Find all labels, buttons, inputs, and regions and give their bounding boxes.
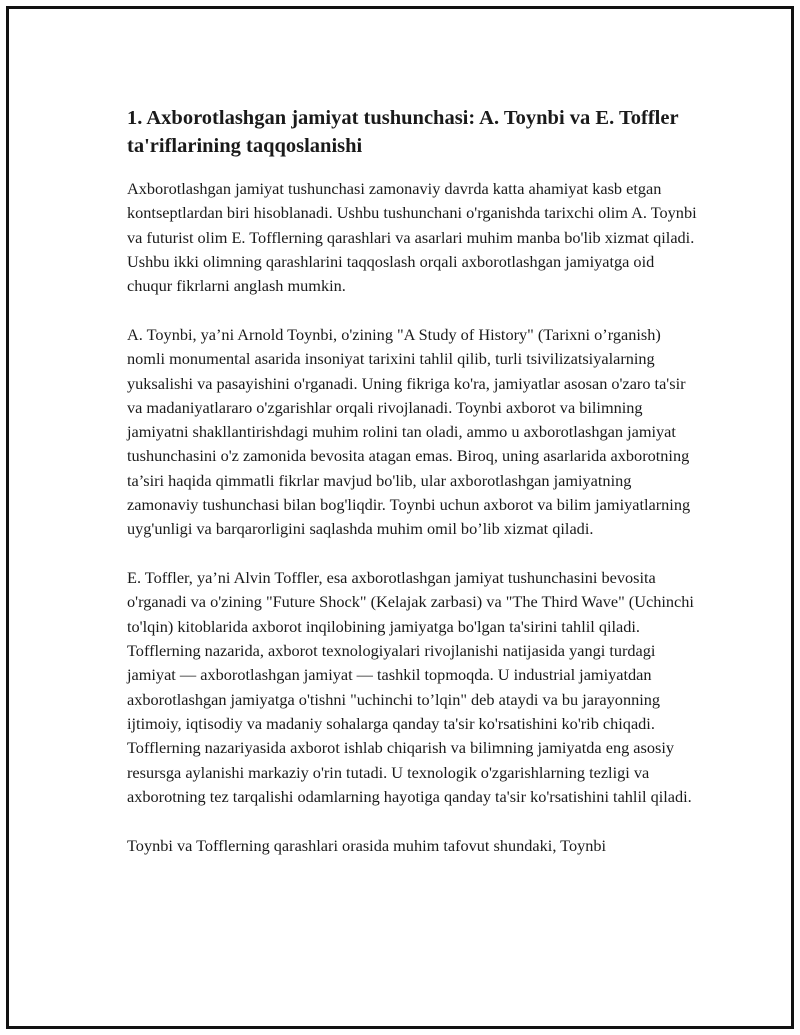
paragraph-intro: Axborotlashgan jamiyat tushunchasi zamonaviy davrda katta ahamiyat kasb etgan kontseptlardan biri hisoblanadi. Ushbu tushunchani o'rganishda tarixchi olim A. Toynbi va futurist olim E. Tofflerning qarashlari va asarlari muhim manba bo'lib xizmat qiladi. Ushbu ikki olimning qarashlarini taqqoslash orqali axborotlashgan jamiyatga oid chuqur fikrlarni anglash mumkin. bbox=[127, 179, 697, 296]
document-body bbox=[127, 104, 697, 882]
section-heading: 1. Axborotlashgan jamiyat tushunchasi: A. Toynbi va E. Toffler ta'riflarining taqqoslanishi bbox=[127, 107, 679, 157]
page-frame bbox=[6, 6, 794, 1029]
paragraph-toffler: E. Toffler, ya’ni Alvin Toffler, esa axborotlashgan jamiyat tushunchasini bevosita o'rganadi va o'zining "Future Shock" (Kelajak zarbasi) va "The Third Wave" (Uchinchi to'lqin) kitoblarida axborot inqilobining jamiyatga bo'lgan ta'sirini tahlil qiladi. Tofflerning nazarida, axborot texnologiyalari rivojlanishi natijasida yangi turdagi jamiyat — axborotlashgan jamiyat — tashkil topmoqda. U industrial jamiyatdan axborotlashgan jamiyatga o'tishni "uchinchi to’lqin" deb ataydi va bu jarayonning ijtimoiy, iqtisodiy va madaniy sohalarga qanday ta'sir ko'rsatishini ko'rib chiqadi. Tofflerning nazariyasida axborot ishlab chiqarish va bilimning jamiyatda eng asosiy resursga aylanishi markaziy o'rin tutadi. U texnologik o'zgarishlarning tezligi va axborotning tez tarqalishi odamlarning hayotiga qanday ta'sir ko'rsatishini tahlil qiladi. bbox=[127, 568, 694, 806]
paragraph-comparison: Toynbi va Tofflerning qarashlari orasida muhim tafovut shundaki, Toynbi bbox=[127, 835, 607, 855]
paragraph-toynbi: A. Toynbi, ya’ni Arnold Toynbi, o'zining "A Study of History" (Tarixni o’rganish) nomli monumental asarida insoniyat tarixini tahlil qilib, turli tsivilizatsiyalarning yuksalishi va pasayishini o'rganadi. Uning fikriga ko'ra, jamiyatlar asosan o'zaro ta'sir va madaniyatlararo o'zgarishlar orqali rivojlanadi. Toynbi axborot va bilimning jamiyatni shakllantirishdagi muhim rolini tan oladi, ammo u axborotlashgan jamiyat tushunchasini o'z zamonida bevosita atagan emas. Biroq, uning asarlarida axborotning ta’siri haqida qimmatli fikrlar mavjud bo'lib, ular axborotlashgan jamiyatning zamonaviy tushunchasi bilan bog'liqdir. Toynbi uchun axborot va bilim jamiyatlarning uyg'unligi va barqarorligini saqlashda muhim omil bo’lib xizmat qiladi. bbox=[127, 324, 691, 539]
